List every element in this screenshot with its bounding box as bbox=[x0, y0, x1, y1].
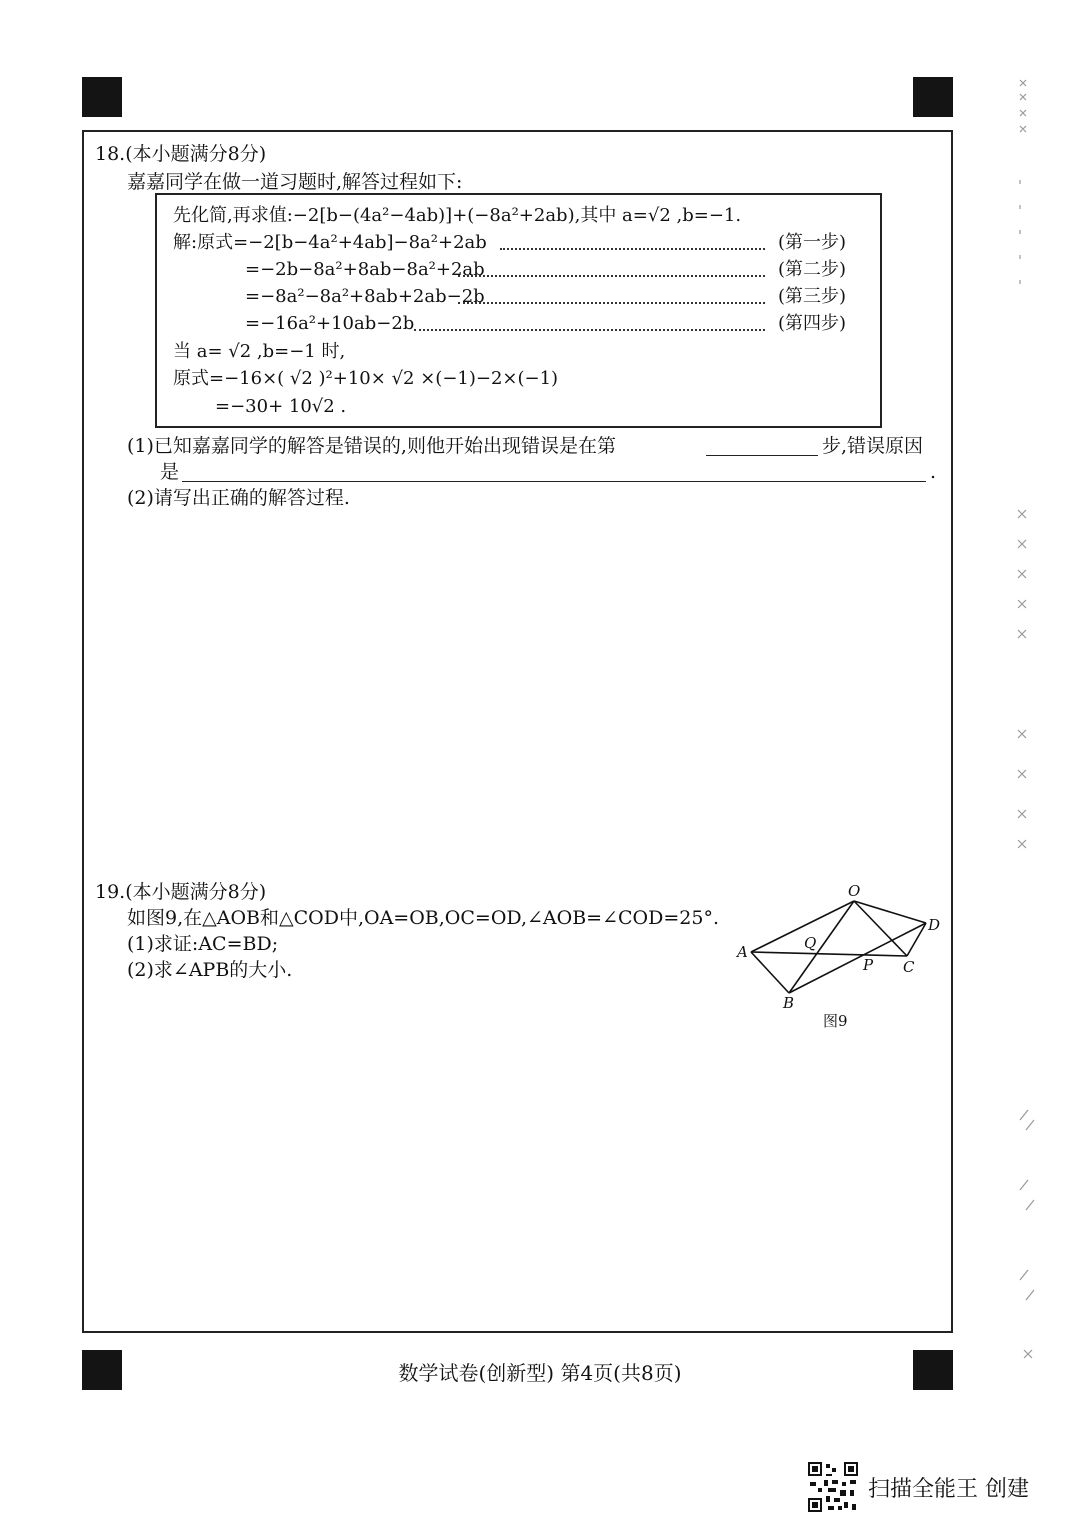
q18-step-3-leader bbox=[458, 302, 765, 304]
q18-substitution: 当 a= √2 ,b=−1 时, bbox=[173, 341, 346, 362]
q18-part1-end: . bbox=[930, 461, 937, 483]
q18-calc-line-2: =−30+ 10√2 . bbox=[215, 396, 347, 417]
q18-step-1-leader bbox=[500, 248, 765, 250]
point-label-P: P bbox=[863, 956, 874, 974]
q18-step-1-note: (第一步) bbox=[778, 232, 847, 253]
registration-marker-top-right bbox=[913, 77, 953, 117]
q18-step-2-leader bbox=[458, 275, 765, 277]
scanner-watermark bbox=[808, 1462, 1058, 1514]
q18-step-1: 解:原式=−2[b−4a²+4ab]−8a²+2ab bbox=[173, 232, 487, 253]
point-label-B: B bbox=[783, 994, 795, 1012]
q18-problem: 先化简,再求值:−2[b−(4a²−4ab)]+(−8a²+2ab),其中 a=√2 ,b=−1. bbox=[173, 205, 742, 226]
q18-step-4: =−16a²+10ab−2b bbox=[245, 313, 415, 334]
q19-header: 19.(本小题满分8分) bbox=[95, 881, 267, 903]
point-label-Q: Q bbox=[804, 934, 817, 952]
q18-step-answer-blank bbox=[706, 455, 818, 456]
figure-9-diagram bbox=[730, 880, 950, 1040]
q19-statement: 如图9,在△AOB和△COD中,OA=OB,OC=OD,∠AOB=∠COD=25°. bbox=[127, 907, 720, 929]
q18-step-4-note: (第四步) bbox=[778, 313, 847, 334]
q18-intro: 嘉嘉同学在做一道习题时,解答过程如下: bbox=[127, 171, 463, 193]
segment-OA bbox=[751, 901, 854, 952]
point-label-C: C bbox=[903, 958, 915, 976]
segment-OB bbox=[789, 901, 854, 993]
q18-step-4-leader bbox=[414, 329, 765, 331]
point-label-O: O bbox=[848, 882, 861, 900]
q18-reason-answer-blank bbox=[182, 481, 926, 482]
q18-part1-text: (1)已知嘉嘉同学的解答是错误的,则他开始出现错误是在第 bbox=[127, 435, 616, 457]
point-label-A: A bbox=[737, 943, 748, 961]
q18-step-3: =−8a²−8a²+8ab+2ab−2b bbox=[245, 286, 485, 307]
q18-step-2: =−2b−8a²+8ab−8a²+2ab bbox=[245, 259, 485, 280]
q18-part1-text-2: 步,错误原因 bbox=[822, 435, 924, 457]
q18-header: 18.(本小题满分8分) bbox=[95, 143, 267, 165]
registration-marker-top-left bbox=[82, 77, 122, 117]
q18-solution-box bbox=[155, 193, 882, 428]
q18-part2: (2)请写出正确的解答过程. bbox=[127, 487, 350, 509]
q18-step-2-note: (第二步) bbox=[778, 259, 847, 280]
q18-step-3-note: (第三步) bbox=[778, 286, 847, 307]
q19-part2: (2)求∠APB的大小. bbox=[127, 959, 293, 981]
scanner-watermark-text: 扫描全能王 创建 bbox=[868, 1477, 1029, 1502]
figure-9-caption: 图9 bbox=[823, 1012, 848, 1030]
segment-AB bbox=[751, 952, 789, 993]
qr-code-icon bbox=[808, 1462, 858, 1512]
scan-margin-noise bbox=[990, 70, 1070, 1400]
q18-part1-text-3: 是 bbox=[160, 461, 180, 483]
q18-calc-line-1: 原式=−16×( √2 )²+10× √2 ×(−1)−2×(−1) bbox=[173, 368, 559, 389]
point-label-D: D bbox=[928, 916, 941, 934]
page-footer: 数学试卷(创新型) 第4页(共8页) bbox=[398, 1361, 682, 1385]
q19-part1: (1)求证:AC=BD; bbox=[127, 933, 279, 955]
segment-AC bbox=[751, 952, 907, 956]
